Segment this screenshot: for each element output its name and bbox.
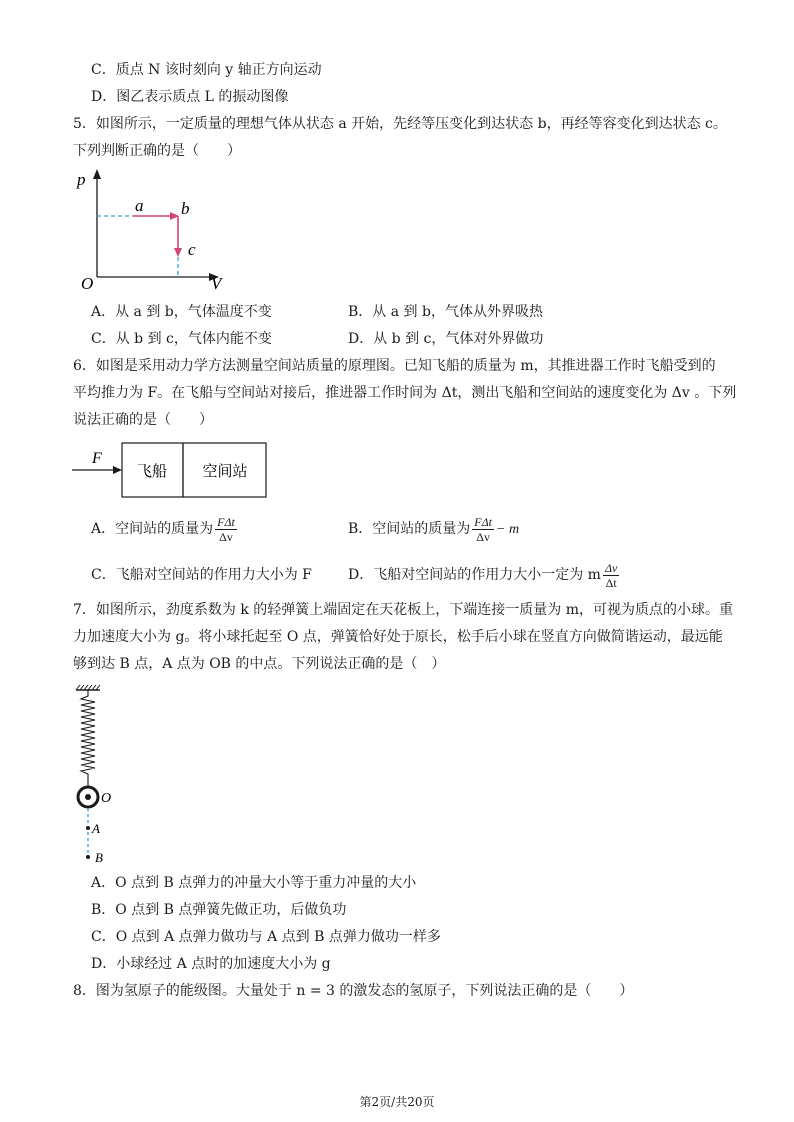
force-arrow-icon xyxy=(113,466,122,474)
state-b-label: b xyxy=(181,199,190,218)
point-b-dot xyxy=(86,855,90,859)
v-axis-label: V xyxy=(211,274,222,293)
q6-option-b xyxy=(348,512,519,547)
q7-option-a: A．O 点到 B 点弹力的冲量大小等于重力冲量的大小 xyxy=(91,875,417,891)
q6-option-a-text: A．空间站的质量为 xyxy=(91,521,214,537)
q6-option-b-text: B．空间站的质量为 xyxy=(348,521,471,537)
q6-option-a xyxy=(91,512,239,546)
state-a-label: a xyxy=(135,196,144,215)
q7-stem-line3: 够到达 B 点，A 点为 OB 的中点。下列说法正确的是（ ） xyxy=(73,656,446,672)
q6-option-d-text: D．飞船对空间站的作用力大小一定为 m xyxy=(348,567,601,583)
fraction-denominator: Δt xyxy=(605,575,617,590)
page-number-footer: 第2页/共20页 xyxy=(359,1095,435,1109)
q5-option-a: A．从 a 到 b，气体温度不变 xyxy=(91,304,272,320)
state-c-label: c xyxy=(188,240,196,259)
q5-option-c: C．从 b 到 c，气体内能不变 xyxy=(91,331,272,347)
prev-option-c: C．质点 N 该时刻向 y 轴正方向运动 xyxy=(91,62,322,78)
q7-option-d: D．小球经过 A 点时的加速度大小为 g xyxy=(91,956,331,972)
fraction-numerator: FΔt xyxy=(474,514,493,529)
q6-option-d xyxy=(348,558,621,592)
q5-option-d: D．从 b 到 c，气体对外界做功 xyxy=(348,331,544,347)
q5-stem-line2: 下列判断正确的是（ ） xyxy=(73,143,241,159)
q7-stem-line2: 力加速度大小为 g。将小球托起至 O 点，弹簧恰好处于原长，松手后小球在竖直方向做简谐运动，最远能 xyxy=(73,629,723,645)
q5-pv-graph xyxy=(75,165,245,295)
p-axis-arrow-icon xyxy=(93,169,101,179)
q5-stem-line1: 5．如图所示，一定质量的理想气体从状态 a 开始，先经等压变化到达状态 b，再经等容变化到达状态 c。 xyxy=(73,116,727,132)
spring-coil xyxy=(81,690,95,786)
q6-option-b-tail: − m xyxy=(496,522,520,537)
q6-ship-station-diagram xyxy=(70,440,270,502)
fraction-numerator: Δv xyxy=(604,560,618,575)
q8-stem-line1: 8．图为氢原子的能级图。大量处于 n = 3 的激发态的氢原子，下列说法正确的是（ ） xyxy=(73,983,634,999)
fraction-denominator: Δv xyxy=(476,529,491,544)
ceiling-hatch-icon xyxy=(76,685,100,690)
q6-stem-line1: 6．如图是采用动力学方法测量空间站质量的原理图。已知飞船的质量为 m，其推进器工作时飞船受到的 xyxy=(73,358,716,374)
station-label: 空间站 xyxy=(202,464,248,480)
fraction-numerator: FΔt xyxy=(217,514,235,529)
q7-option-b: B．O 点到 B 点弹簧先做正功，后做负功 xyxy=(91,902,347,918)
point-a-label: A xyxy=(92,821,100,836)
point-b-label: B xyxy=(95,850,103,865)
point-o-label: O xyxy=(101,791,112,806)
q7-spring-diagram xyxy=(70,682,140,868)
q5-option-b: B．从 a 到 b，气体从外界吸热 xyxy=(348,304,543,320)
process-bc-arrow-icon xyxy=(174,248,182,257)
q6-option-d-fraction xyxy=(603,561,619,590)
ship-label: 飞船 xyxy=(136,464,168,480)
ball-center-dot xyxy=(85,794,91,800)
q7-option-c: C．O 点到 A 点弹力做功与 A 点到 B 点弹力做功一样多 xyxy=(91,929,441,945)
q6-stem-line2: 平均推力为 F。在飞船与空间站对接后，推进器工作时间为 Δt，测出飞船和空间站的速度变化为 Δv 。下列 xyxy=(73,385,737,401)
origin-label: O xyxy=(81,274,94,293)
force-label: F xyxy=(92,450,102,467)
fraction-denominator: Δv xyxy=(219,529,233,544)
q6-option-b-fraction xyxy=(472,515,494,544)
q7-stem-line1: 7．如图所示，劲度系数为 k 的轻弹簧上端固定在天花板上，下端连接一质量为 m，可视为质点的小球。重 xyxy=(73,602,734,618)
q6-option-a-fraction xyxy=(215,515,237,544)
q6-option-c: C．飞船对空间站的作用力大小为 F xyxy=(91,567,312,583)
prev-option-d: D．图乙表示质点 L 的振动图像 xyxy=(91,89,289,105)
q6-stem-line3: 说法正确的是（ ） xyxy=(73,412,213,428)
p-axis-label: p xyxy=(77,170,86,189)
point-a-dot xyxy=(86,826,90,830)
